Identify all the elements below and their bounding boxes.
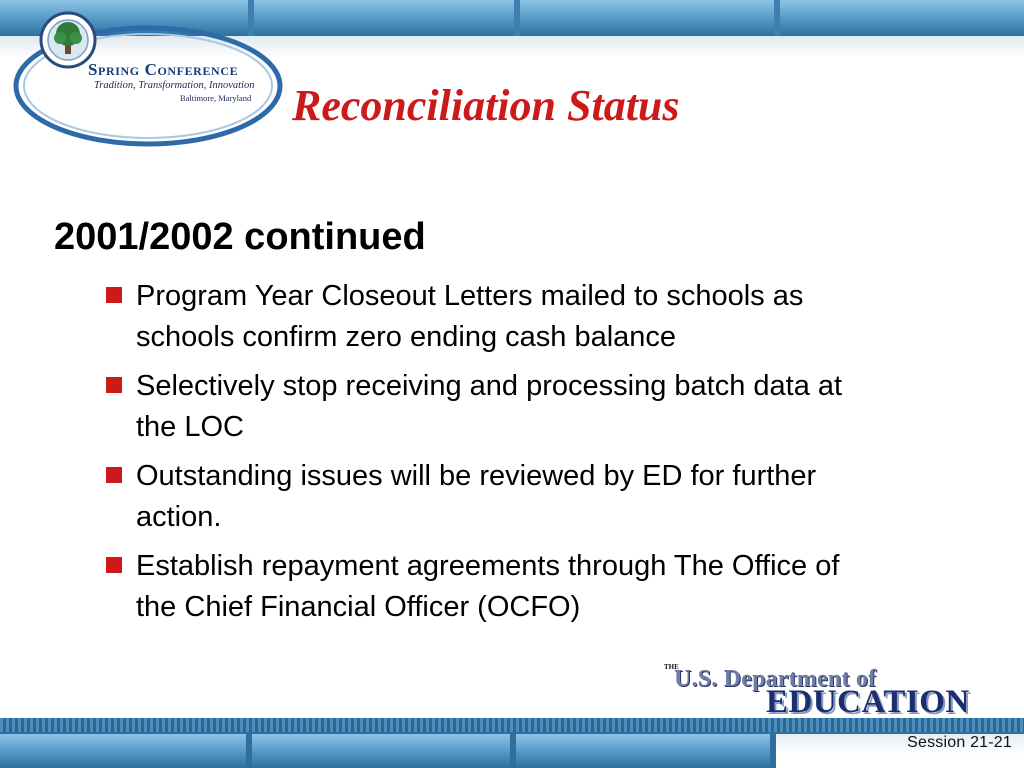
ed-logo-the: THE [664,663,679,671]
bullet-item [106,456,866,538]
band-tile [520,0,774,36]
bullet-item [106,366,866,448]
bullet-square-icon [106,287,122,303]
bullet-text: Selectively stop receiving and processing batch data at the LOC [136,370,843,443]
bullet-text: Program Year Closeout Letters mailed to schools as schools confirm zero ending cash balance [136,280,804,353]
ed-logo-education: EDUCATION [766,684,970,720]
bullet-list [106,276,866,636]
section-heading: 2001/2002 continued [54,216,426,258]
bullet-text: Establish repayment agreements through The Office of the Chief Financial Officer (OCFO) [136,550,840,623]
band-tile [780,0,1024,36]
us-department-of-education-logo [660,662,1010,720]
band-tile [252,734,510,768]
bullet-square-icon [106,557,122,573]
bullet-item [106,276,866,358]
conference-name: Spring Conference [88,60,239,79]
bottom-decorative-band [0,718,1024,768]
band-tile [254,0,514,36]
slide-title: Reconciliation Status [292,81,680,130]
conference-location: Baltimore, Maryland [180,93,252,103]
bullet-square-icon [106,377,122,393]
band-tile [516,734,770,768]
session-number: Session 21-21 [907,734,1012,751]
bullet-text: Outstanding issues will be reviewed by ED for further action. [136,460,817,533]
bullet-square-icon [106,467,122,483]
band-tile [0,734,246,768]
conference-tagline: Tradition, Transformation, Innovation [94,80,255,91]
bullet-item [106,546,866,628]
conference-logo [0,0,290,160]
ed-logo-department: U.S. Department of [674,666,877,692]
